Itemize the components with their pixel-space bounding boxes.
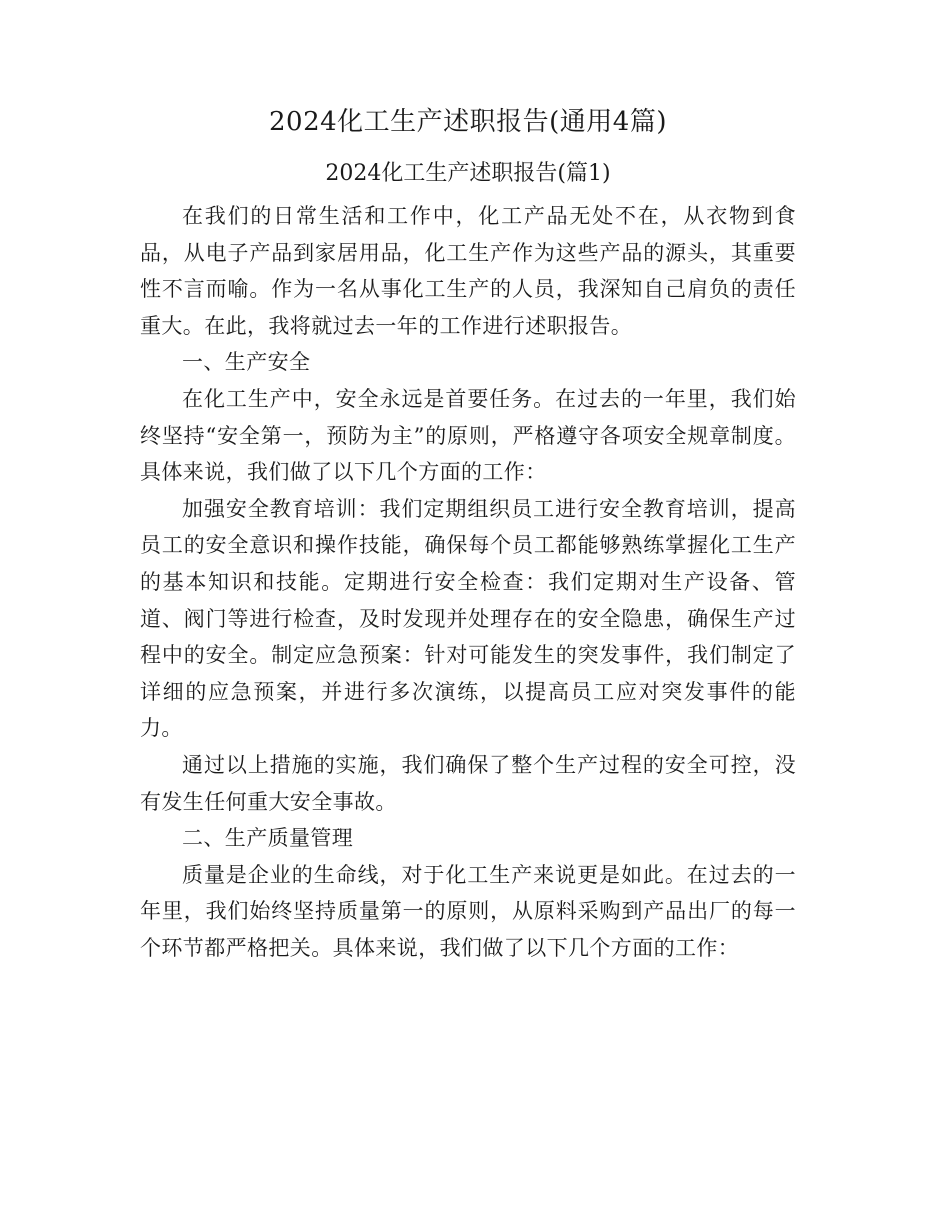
safety-result-paragraph: 通过以上措施的实施，我们确保了整个生产过程的安全可控，没有发生任何重大安全事故。 [140,752,796,814]
intro-paragraph: 在我们的日常生活和工作中，化工产品无处不在，从衣物到食品，从电子产品到家居用品，化工生产作为这些产品的源头，其重要性不言而喻。作为一名从事化工生产的人员，我深知自己肩负的责任重大。在此，我将就过去一年的工作进行述职报告。 [140,204,796,338]
section-heading-quality: 二、生产质量管理 [182,826,354,851]
document-body [140,100,796,966]
section-heading-safety: 一、生产安全 [182,350,311,375]
document-subtitle: 2024化工生产述职报告(篇1) [325,161,611,186]
safety-measures-paragraph: 加强安全教育培训：我们定期组织员工进行安全教育培训，提高员工的安全意识和操作技能，确保每个员工都能够熟练掌握化工生产的基本知识和技能。定期进行安全检查：我们定期对生产设备、管道、阀门等进行检查，及时发现并处理存在的安全隐患，确保生产过程中的安全。制定应急预案：针对可能发生的突发事件，我们制定了详细的应急预案，并进行多次演练，以提高员工应对突发事件的能力。 [140,496,796,741]
safety-intro-paragraph: 在化工生产中，安全永远是首要任务。在过去的一年里，我们始终坚持“安全第一，预防为主”的原则，严格遵守各项安全规章制度。具体来说，我们做了以下几个方面的工作： [140,386,796,485]
quality-intro-paragraph: 质量是企业的生命线，对于化工生产来说更是如此。在过去的一年里，我们始终坚持质量第一的原则，从原料采购到产品出厂的每一个环节都严格把关。具体来说，我们做了以下几个方面的工作： [140,862,796,960]
document-title: 2024化工生产述职报告(通用4篇) [269,107,667,137]
